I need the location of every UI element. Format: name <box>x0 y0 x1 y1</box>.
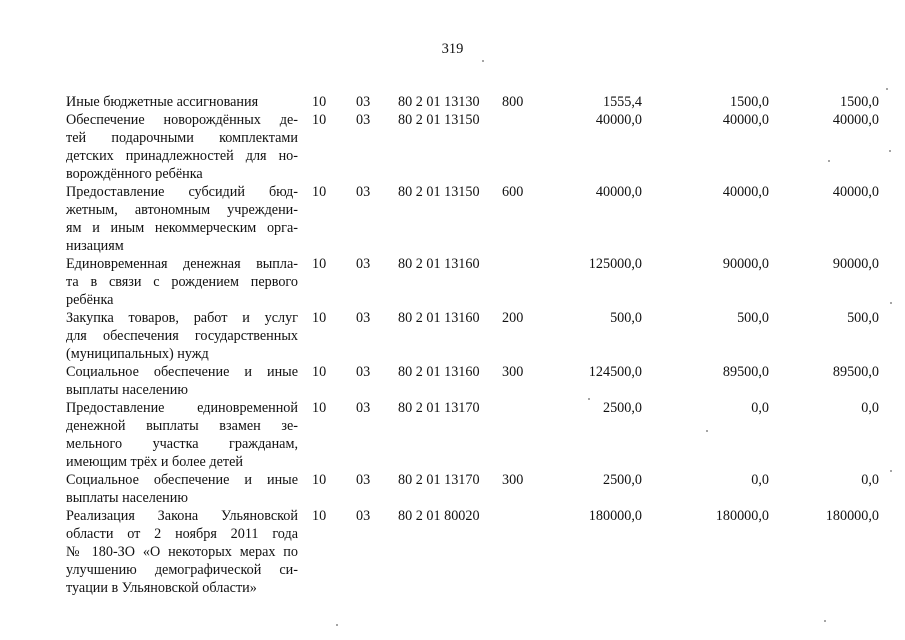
item-name-line: ворождённого ребёнка <box>66 166 203 182</box>
amount-year2-cell: 180000,0 <box>715 508 769 524</box>
amount-year3-cell: 0,0 <box>861 472 879 488</box>
item-name-cell <box>66 255 298 309</box>
section-cell: 10 <box>312 94 327 110</box>
amount-year3-cell: 180000,0 <box>825 508 879 524</box>
item-name-line: детских принадлежностей для но- <box>66 148 298 164</box>
item-name-cell <box>66 399 298 471</box>
subsection-cell: 03 <box>356 94 371 110</box>
target-code-cell: 80 2 01 13160 <box>398 310 480 326</box>
amount-year2-cell: 500,0 <box>737 310 769 326</box>
item-name-cell <box>66 363 298 399</box>
item-name-line: низациям <box>66 238 124 254</box>
item-name-line: Иные бюджетные ассигнования <box>66 94 259 110</box>
amount-year1-cell: 40000,0 <box>595 184 642 200</box>
expense-type-cell: 300 <box>502 472 524 488</box>
scan-speck <box>824 620 826 622</box>
expense-type-cell: 600 <box>502 184 524 200</box>
target-code-cell: 80 2 01 13130 <box>398 94 480 110</box>
subsection-cell: 03 <box>356 364 371 380</box>
item-name-line: ям и иным некоммерческим орга- <box>66 220 298 236</box>
target-code-cell: 80 2 01 80020 <box>398 508 480 524</box>
subsection-cell: 03 <box>356 112 371 128</box>
amount-year1-cell: 125000,0 <box>588 256 642 272</box>
expense-type-cell <box>502 507 546 597</box>
amount-year3-cell: 40000,0 <box>832 112 879 128</box>
target-code-cell: 80 2 01 13150 <box>398 112 480 128</box>
amount-year2-cell: 40000,0 <box>722 112 769 128</box>
scan-speck <box>588 398 590 400</box>
amount-year2-cell: 89500,0 <box>722 364 769 380</box>
amount-year1-cell: 1555,4 <box>602 94 642 110</box>
scan-speck <box>889 150 891 152</box>
amount-year1-cell: 40000,0 <box>595 112 642 128</box>
amount-year3-cell: 500,0 <box>847 310 879 326</box>
table-row <box>66 255 879 309</box>
subsection-cell: 03 <box>356 472 371 488</box>
expense-type-cell <box>502 111 546 183</box>
scan-speck <box>482 60 484 62</box>
amount-year3-cell: 40000,0 <box>832 184 879 200</box>
item-name-line: туации в Ульяновской области» <box>66 580 257 596</box>
amount-year3-cell: 90000,0 <box>832 256 879 272</box>
expense-type-cell: 800 <box>502 94 524 110</box>
scan-speck <box>706 430 708 432</box>
item-name-cell <box>66 93 298 111</box>
item-name-line: Реализация Закона Ульяновской <box>66 508 298 524</box>
item-name-line: Предоставление субсидий бюд- <box>66 184 298 200</box>
section-cell: 10 <box>312 508 327 524</box>
scan-speck <box>336 624 338 626</box>
expense-type-cell: 300 <box>502 364 524 380</box>
amount-year2-cell: 0,0 <box>751 472 769 488</box>
item-name-line: № 180-ЗО «О некоторых мерах по <box>66 544 298 560</box>
amount-year1-cell: 500,0 <box>610 310 642 326</box>
section-cell: 10 <box>312 184 327 200</box>
item-name-line: та в связи с рождением первого <box>66 274 298 290</box>
amount-year3-cell: 0,0 <box>861 400 879 416</box>
subsection-cell: 03 <box>356 184 371 200</box>
table-row <box>66 471 879 507</box>
item-name-line: денежной выплаты взамен зе- <box>66 418 298 434</box>
expense-type-cell <box>502 255 546 309</box>
amount-year3-cell: 1500,0 <box>839 94 879 110</box>
item-name-line: области от 2 ноября 2011 года <box>66 526 298 542</box>
target-code-cell: 80 2 01 13160 <box>398 364 480 380</box>
item-name-line: жетным, автономным учреждени- <box>66 202 298 218</box>
item-name-line: тей подарочными комплектами <box>66 130 298 146</box>
amount-year1-cell: 124500,0 <box>588 364 642 380</box>
item-name-line: улучшению демографической си- <box>66 562 298 578</box>
subsection-cell: 03 <box>356 256 371 272</box>
amount-year3-cell: 89500,0 <box>832 364 879 380</box>
subsection-cell: 03 <box>356 508 371 524</box>
section-cell: 10 <box>312 310 327 326</box>
item-name-line: Обеспечение новорождённых де- <box>66 112 298 128</box>
amount-year2-cell: 40000,0 <box>722 184 769 200</box>
page-number: 319 <box>441 41 464 57</box>
amount-year1-cell: 180000,0 <box>588 508 642 524</box>
section-cell: 10 <box>312 112 327 128</box>
budget-table-body <box>66 93 879 597</box>
expense-type-cell: 200 <box>502 310 524 326</box>
item-name-line: Единовременная денежная выпла- <box>66 256 298 272</box>
table-row <box>66 309 879 363</box>
table-row <box>66 111 879 183</box>
item-name-line: ребёнка <box>66 292 114 308</box>
amount-year1-cell: 2500,0 <box>602 472 642 488</box>
target-code-cell: 80 2 01 13170 <box>398 472 480 488</box>
table-row <box>66 183 879 255</box>
item-name-line: Социальное обеспечение и иные <box>66 364 298 380</box>
scan-speck <box>886 88 888 90</box>
amount-year2-cell: 1500,0 <box>729 94 769 110</box>
section-cell: 10 <box>312 472 327 488</box>
item-name-cell <box>66 309 298 363</box>
item-name-cell <box>66 183 298 255</box>
table-row <box>66 363 879 399</box>
item-name-line: Предоставление единовременной <box>66 400 298 416</box>
table-row <box>66 93 879 111</box>
scan-speck <box>890 302 892 304</box>
item-name-cell <box>66 111 298 183</box>
budget-table <box>66 93 879 597</box>
item-name-line: выплаты населению <box>66 382 188 398</box>
item-name-line: Социальное обеспечение и иные <box>66 472 298 488</box>
scan-speck <box>828 160 830 162</box>
expense-type-cell <box>502 399 546 471</box>
item-name-line: имеющим трёх и более детей <box>66 454 244 470</box>
section-cell: 10 <box>312 256 327 272</box>
scan-speck <box>890 470 892 472</box>
item-name-cell <box>66 471 298 507</box>
subsection-cell: 03 <box>356 310 371 326</box>
amount-year2-cell: 90000,0 <box>722 256 769 272</box>
item-name-line: (муниципальных) нужд <box>66 346 209 362</box>
section-cell: 10 <box>312 364 327 380</box>
amount-year1-cell: 2500,0 <box>602 400 642 416</box>
item-name-line: мельного участка гражданам, <box>66 436 298 452</box>
table-row <box>66 507 879 597</box>
item-name-line: Закупка товаров, работ и услуг <box>66 310 298 326</box>
amount-year2-cell: 0,0 <box>751 400 769 416</box>
section-cell: 10 <box>312 400 327 416</box>
target-code-cell: 80 2 01 13170 <box>398 400 480 416</box>
subsection-cell: 03 <box>356 400 371 416</box>
item-name-line: выплаты населению <box>66 490 188 506</box>
item-name-line: для обеспечения государственных <box>66 328 298 344</box>
target-code-cell: 80 2 01 13150 <box>398 184 480 200</box>
item-name-cell <box>66 507 298 597</box>
table-row <box>66 399 879 471</box>
target-code-cell: 80 2 01 13160 <box>398 256 480 272</box>
